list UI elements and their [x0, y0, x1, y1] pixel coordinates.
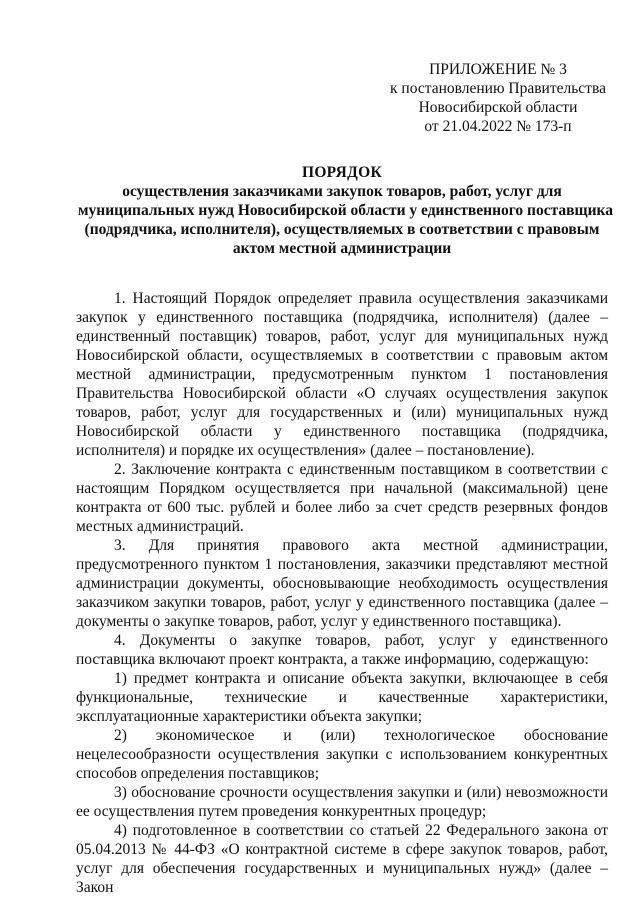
title-line-4: актом местной администрации — [232, 240, 452, 257]
list-item-3: 3) обоснование срочности осуществления закупки и (или) невозможности ее осуществления путем проведения конкурентных процедур; — [76, 784, 608, 820]
appendix-line-date: от 21.04.2022 № 173-п — [424, 118, 572, 135]
paragraph-2: 2. Заключение контракта с единственным поставщиком в соответствии с настоящим Порядком осуществляется при начальной (максимальной) цене контракта от 600 тыс. рублей и более либо за счет средств резервных фондов местных администраций. — [76, 461, 608, 535]
appendix-line-resolution: к постановлению Правительства — [390, 80, 606, 97]
document-title — [78, 163, 613, 258]
document-body — [76, 289, 608, 897]
title-line-2: муниципальных нужд Новосибирской области у единственного поставщика — [78, 202, 613, 219]
appendix-line-region: Новосибирской области — [418, 99, 578, 116]
list-item-4: 4) подготовленное в соответствии со статьей 22 Федерального закона от 05.04.2013 № 44-ФЗ «О контрактной системе в сфере закупок товаров, работ, услуг для обеспечения государственных и муниципальных нужд» (далее – Закон — [76, 822, 608, 896]
paragraph-4: 4. Документы о закупке товаров, работ, услуг у единственного поставщика включают проект контракта, а также информацию, содержащую: — [76, 632, 608, 668]
appendix-number: ПРИЛОЖЕНИЕ № 3 — [429, 61, 567, 78]
paragraph-1: 1. Настоящий Порядок определяет правила осуществления заказчиками закупок у единственного поставщика (подрядчика, исполнителя) (далее – единственный поставщик) товаров, работ, услуг для муниципальных нужд Новосибирской области, осуществляемых в соответствии с правовым актом местной администрации, предусмотренным пунктом 1 постановления Правительства Новосибирской области «О случаях осуществления закупок товаров, работ, услуг для государственных и (или) муниципальных нужд Новосибирской области у единственного поставщика (подрядчика, исполнителя) и порядке их осуществления» (далее – постановление). — [76, 290, 608, 459]
list-item-1: 1) предмет контракта и описание объекта закупки, включающее в себя функциональные, технические и качественные характеристики, эксплуатационные характеристики объекта закупки; — [76, 670, 608, 725]
list-item-2: 2) экономическое и (или) технологическое обоснование нецелесообразности осуществления закупки с использованием конкурентных способов определения поставщиков; — [76, 727, 608, 782]
title-line-1: осуществления заказчиками закупок товаров, работ, услуг для — [122, 183, 562, 200]
title-main: ПОРЯДОК — [301, 164, 383, 181]
appendix-header — [388, 60, 608, 136]
paragraph-3: 3. Для принятия правового акта местной администрации, предусмотренного пунктом 1 постановления, заказчики представляют местной администрации документы, обосновывающие необходимость осуществления заказчиком закупки товаров, работ, услуг у единственного поставщика (далее – документы о закупке товаров, работ, услуг у единственного поставщика). — [76, 537, 608, 630]
title-line-3: (подрядчика, исполнителя), осуществляемых в соответствии с правовым — [84, 221, 600, 238]
